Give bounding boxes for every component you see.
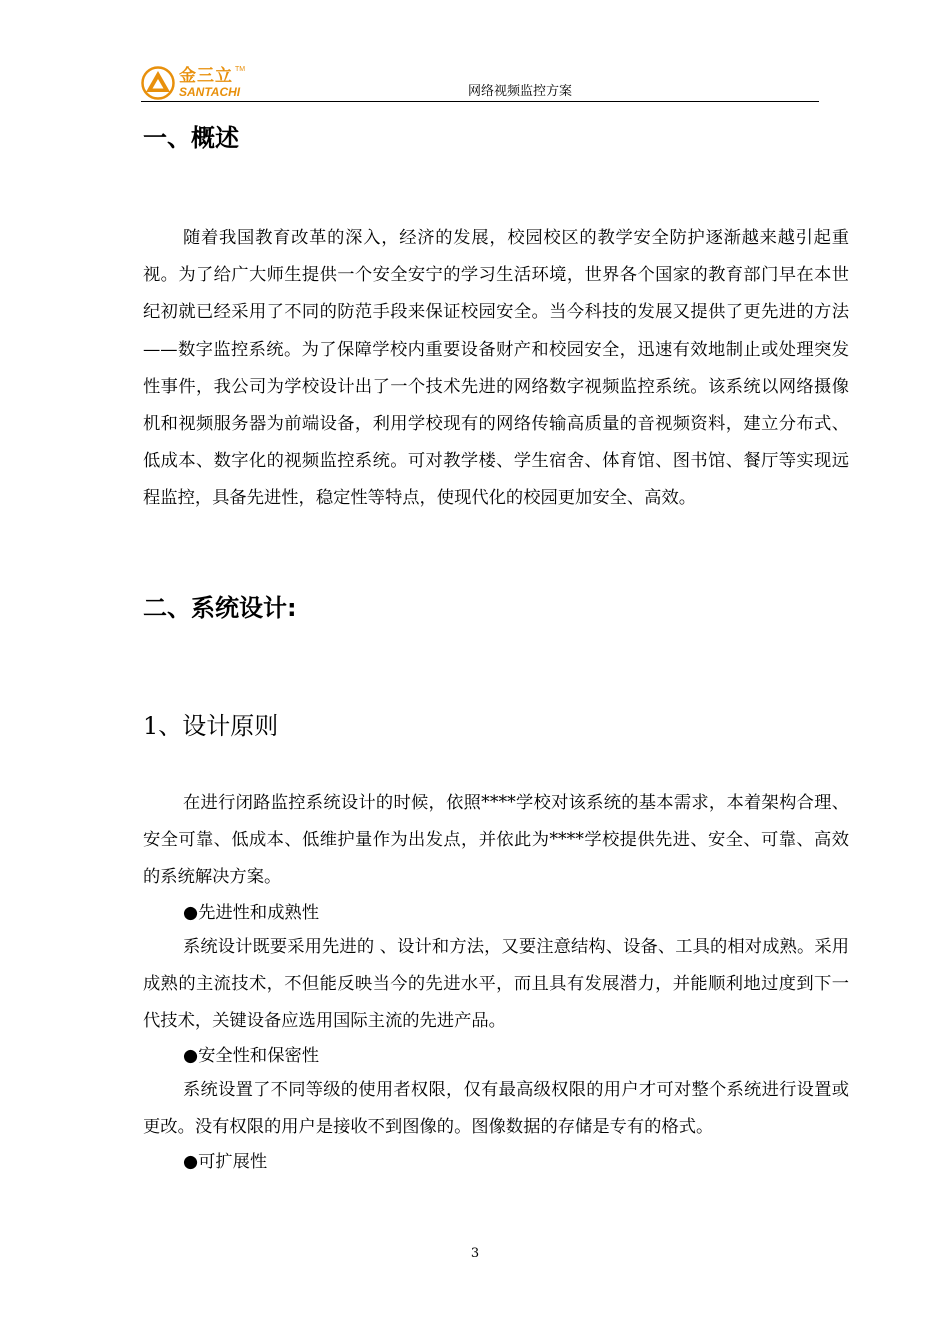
bullet-advanced-maturity: ●先进性和成熟性: [183, 903, 320, 923]
header-divider: [141, 101, 819, 102]
security-paragraph: 系统设置了不同等级的使用者权限，仅有最高级权限的用户才可对整个系统进行设置或更改。没有权限的用户是接收不到图像的。图像数据的存储是专有的格式。: [143, 1080, 849, 1138]
overview-paragraph: 随着我国教育改革的深入，经济的发展，校园校区的教学安全防护逐渐越来越引起重视。为了给广大师生提供一个安全安宁的学习生活环境，世界各个国家的教育部门早在本世纪初就已经采用了不同的防范手段来保证校园安全。当今科技的发展又提供了更先进的方法——数字监控系统。为了保障学校内重要设备财产和校园安全，迅速有效地制止或处理突发性事件，我公司为学校设计出了一个技术先进的网络数字视频监控系统。该系统以网络摄像机和视频服务器为前端设备，利用学校现有的网络传输高质量的音视频资料，建立分布式、低成本、数字化的视频监控系统。可对教学楼、学生宿舍、体育馆、图书馆、餐厅等实现远程监控，具备先进性，稳定性等特点，使现代化的校园更加安全、高效。: [143, 228, 849, 509]
bullet-extensibility: ●可扩展性: [183, 1152, 268, 1172]
logo-chinese-text: 金三立: [179, 66, 233, 86]
design-principles-heading: 1、设计原则: [143, 712, 279, 740]
advanced-maturity-paragraph: 系统设计既要采用先进的 、设计和方法，又要注意结构、设备、工具的相对成熟。采用成熟的主流技术，不但能反映当今的先进水平，而且具有发展潜力，并能顺利地过度到下一代技术，关键设备应选用国际主流的先进产品。: [143, 937, 849, 1032]
logo-english-text: SANTACHI: [179, 85, 241, 99]
santachi-logo-icon: [141, 66, 175, 100]
logo-trademark: TM: [235, 66, 246, 73]
document-header-title: 网络视频监控方案: [467, 84, 572, 99]
overview-heading: 一、概述: [143, 124, 239, 152]
system-design-heading: 二、系统设计:: [143, 594, 297, 622]
principles-paragraph: 在进行闭路监控系统设计的时候，依照****学校对该系统的基本需求，本着架构合理、安全可靠、低成本、低维护量作为出发点，并依此为****学校提供先进、安全、可靠、高效的系统解决方案。: [143, 793, 849, 888]
bullet-security-confidentiality: ●安全性和保密性: [183, 1046, 320, 1066]
company-logo: [141, 66, 251, 102]
page-number: 3: [470, 1246, 480, 1261]
